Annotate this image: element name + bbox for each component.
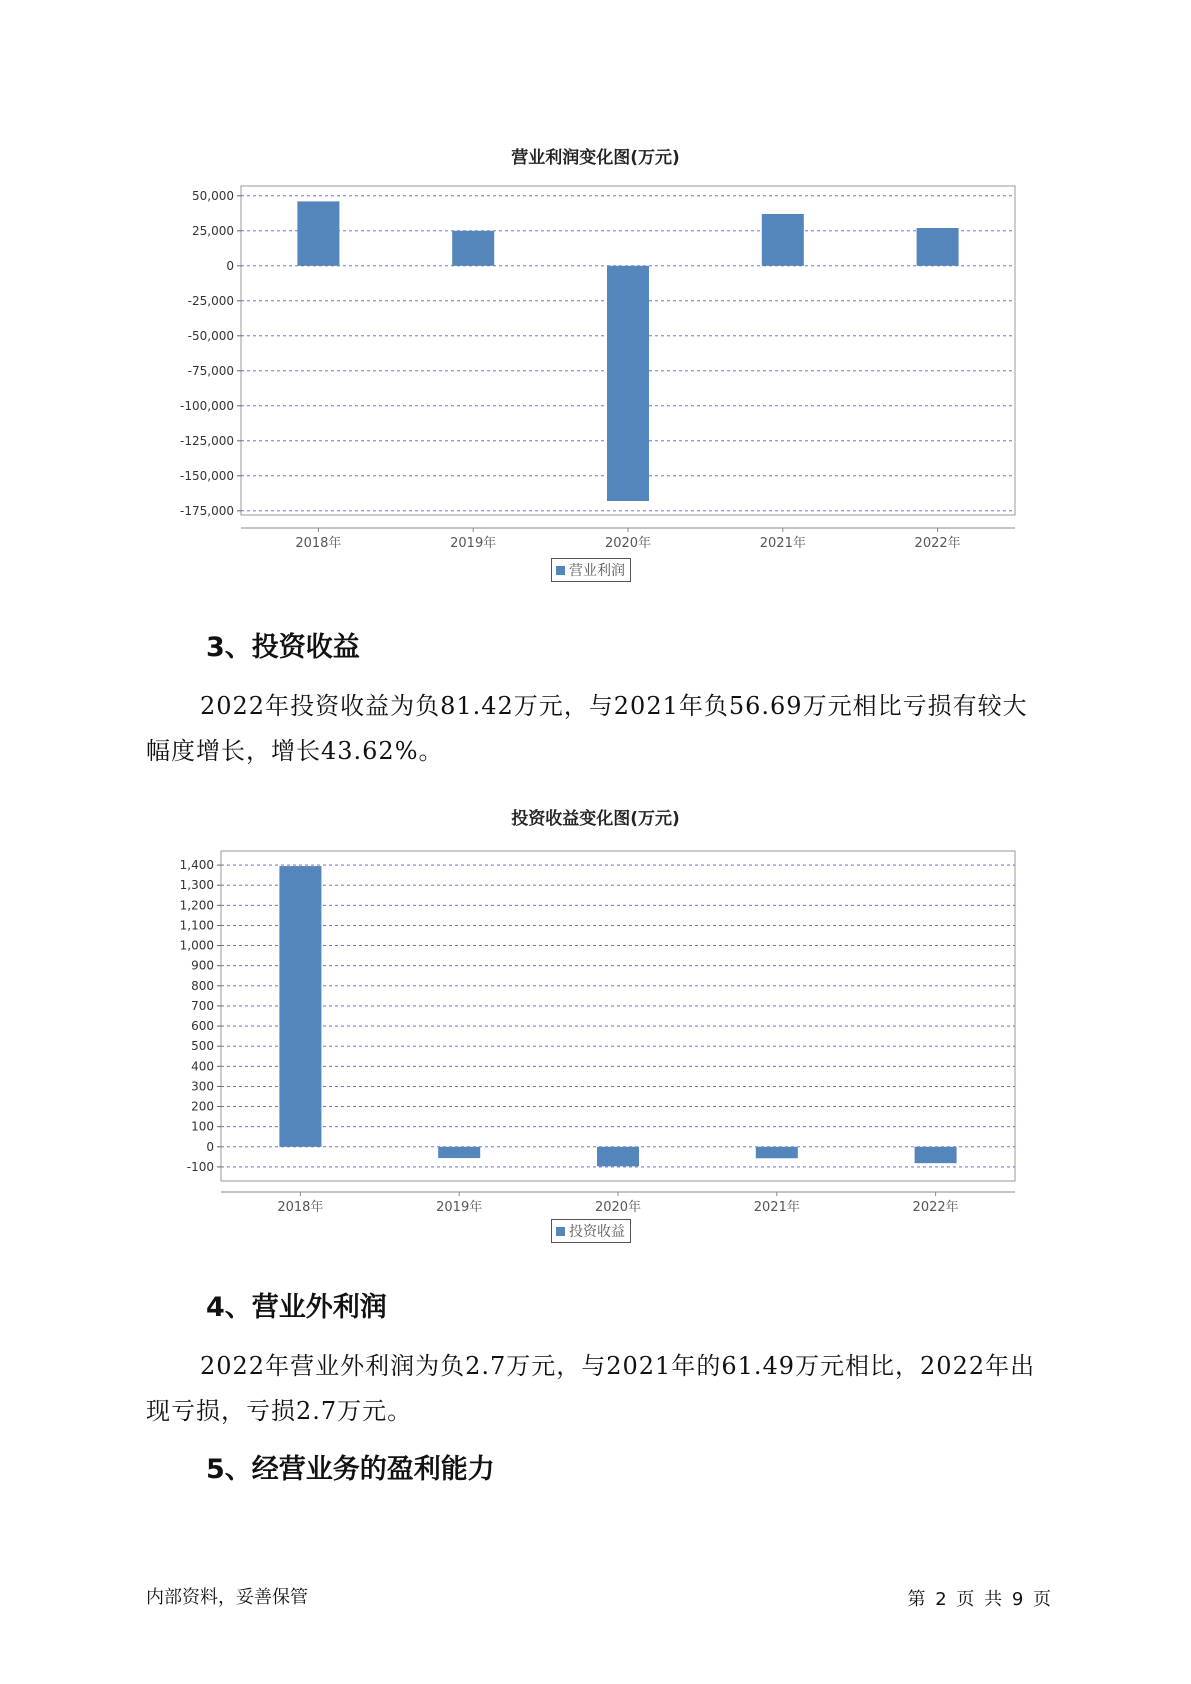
y-tick-label: -50,000 — [187, 328, 234, 343]
x-tick-label: 2022年 — [912, 1200, 959, 1215]
y-tick-label: 0 — [226, 258, 234, 273]
y-tick-label: 400 — [191, 1059, 214, 1074]
section-4-heading: 4、营业外利润 — [206, 1292, 387, 1323]
bar-2018年 — [279, 866, 321, 1147]
x-tick-label: 2018年 — [295, 536, 342, 551]
y-tick-label: 50,000 — [192, 188, 234, 203]
x-tick-label: 2019年 — [450, 536, 497, 551]
y-tick-label: 100 — [191, 1119, 214, 1134]
x-tick-label: 2018年 — [277, 1200, 324, 1215]
y-tick-label: 800 — [191, 978, 214, 993]
footer-confidential-note: 内部资料，妥善保管 — [146, 1587, 308, 1608]
y-tick-label: 0 — [206, 1139, 214, 1154]
plot-area — [221, 851, 1015, 1181]
y-tick-label: -100,000 — [180, 398, 234, 413]
bar-2020年 — [597, 1147, 639, 1167]
y-tick-label: 300 — [191, 1079, 214, 1094]
x-tick-label: 2021年 — [759, 536, 806, 551]
y-tick-label: -175,000 — [180, 503, 234, 518]
x-tick-label: 2021年 — [753, 1200, 800, 1215]
section-5-heading: 5、经营业务的盈利能力 — [206, 1454, 495, 1485]
section-3-paragraph: 2022年投资收益为负81.42万元，与2021年负56.69万元相比亏损有较大幅度增长，增长43.62%。 — [146, 692, 1028, 765]
x-tick-label: 2022年 — [914, 536, 961, 551]
y-tick-label: 1,000 — [179, 938, 214, 953]
y-tick-label: 600 — [191, 1019, 214, 1034]
y-tick-label: 1,400 — [179, 858, 214, 873]
chart-1-title: 营业利润变化图(万元) — [511, 148, 680, 168]
chart-2-title: 投资收益变化图(万元) — [511, 809, 680, 829]
legend-swatch — [556, 1227, 565, 1236]
y-tick-label: 900 — [191, 958, 214, 973]
y-tick-label: 700 — [191, 998, 214, 1013]
x-tick-label: 2019年 — [436, 1200, 483, 1215]
y-tick-label: 1,300 — [179, 878, 214, 893]
footer-page-number: 第 2 页 共 9 页 — [907, 1589, 1051, 1610]
x-tick-label: 2020年 — [594, 1200, 642, 1215]
section-4-paragraph: 2022年营业外利润为负2.7万元，与2021年的61.49万元相比，2022年出现亏损，亏损2.7万元。 — [146, 1352, 1036, 1425]
y-tick-label: -100 — [186, 1159, 214, 1174]
y-tick-label: 200 — [191, 1099, 214, 1114]
chart-1-legend-label: 营业利润 — [569, 563, 625, 579]
y-tick-label: 1,200 — [179, 898, 214, 913]
y-tick-label: -75,000 — [187, 363, 234, 378]
y-tick-label: 25,000 — [192, 223, 234, 238]
bar-2021年 — [756, 1147, 798, 1158]
section-3-heading: 3、投资收益 — [206, 632, 360, 663]
y-tick-label: -125,000 — [180, 433, 234, 448]
y-tick-label: -150,000 — [180, 468, 234, 483]
chart-2-legend — [551, 1219, 631, 1243]
bar-2019年 — [438, 1147, 480, 1158]
bar-2022年 — [915, 1147, 957, 1163]
x-tick-label: 2020年 — [604, 536, 652, 551]
y-tick-label: 1,100 — [179, 918, 214, 933]
y-tick-label: -25,000 — [187, 293, 234, 308]
chart-2-legend-label: 投资收益 — [569, 1224, 625, 1240]
y-tick-label: 500 — [191, 1039, 214, 1054]
